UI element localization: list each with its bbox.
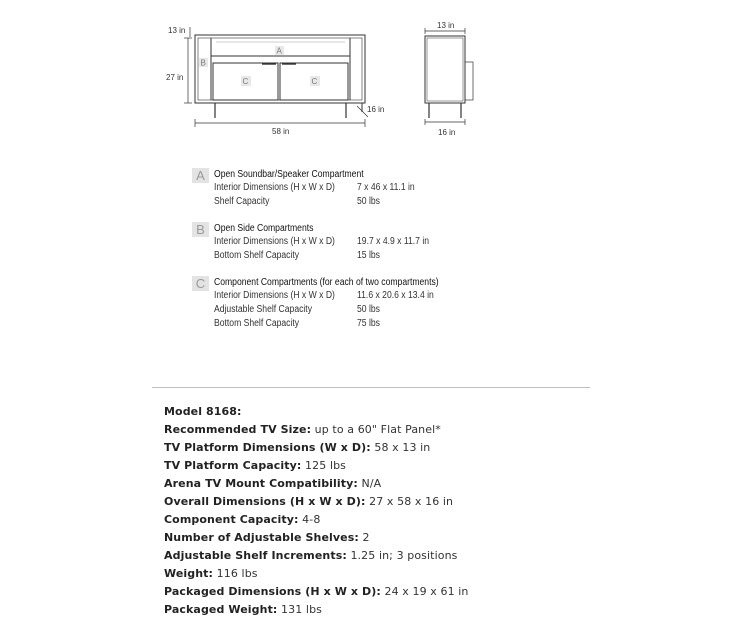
spec-value: 4-8 <box>302 513 321 526</box>
compartment-c <box>190 276 610 330</box>
spec-label: Number of Adjustable Shelves: <box>164 531 359 544</box>
spec-value: 58 x 13 in <box>374 441 431 454</box>
compartment-row-label: Interior Dimensions (H x W x D) <box>214 182 335 193</box>
spec-label: Weight: <box>164 567 214 580</box>
compartment-title: Component Compartments (for each of two compartments) <box>214 277 439 288</box>
spec-packaged-dimensions <box>164 583 644 601</box>
front-width-label: 58 in <box>272 127 290 136</box>
compartment-b <box>190 222 610 276</box>
spec-overall-dimensions <box>164 493 644 511</box>
spec-value: N/A <box>361 477 382 490</box>
compartment-row-value: 19.7 x 4.9 x 11.7 in <box>357 236 430 247</box>
spec-label: Component Capacity: <box>164 513 299 526</box>
spec-model <box>164 403 644 421</box>
spec-label: Packaged Weight: <box>164 603 278 616</box>
spec-label: Adjustable Shelf Increments: <box>164 549 347 562</box>
compartment-row-label: Adjustable Shelf Capacity <box>214 304 313 315</box>
spec-shelf-increments <box>164 547 644 565</box>
letter-b: B <box>200 58 206 68</box>
spec-arena-tv-mount <box>164 475 644 493</box>
letter-c-right: C <box>311 77 318 86</box>
furniture-dimension-diagram <box>0 0 743 150</box>
side-bottom-label: 16 in <box>438 128 456 137</box>
compartment-a <box>190 168 610 222</box>
compartment-row-label: Interior Dimensions (H x W x D) <box>214 236 335 247</box>
front-view-drawing <box>184 27 368 127</box>
spec-value: 24 x 19 x 61 in <box>384 585 469 598</box>
compartment-row-label: Interior Dimensions (H x W x D) <box>214 290 335 301</box>
front-view-dimension-labels <box>166 26 384 136</box>
compartment-legend <box>190 168 610 330</box>
spec-label: Arena TV Mount Compatibility: <box>164 477 358 490</box>
compartment-letter: A <box>192 168 209 183</box>
spec-packaged-weight <box>164 601 644 619</box>
compartment-row-label: Bottom Shelf Capacity <box>214 318 300 329</box>
spec-recommended-tv-size <box>164 421 644 439</box>
compartment-letter: B <box>192 222 209 237</box>
front-view-letters <box>199 46 320 86</box>
spec-label: TV Platform Capacity: <box>164 459 302 472</box>
spec-label: Packaged Dimensions (H x W x D): <box>164 585 381 598</box>
front-height-label: 13 in <box>168 26 186 35</box>
side-view-drawing <box>425 28 473 125</box>
section-divider <box>152 387 590 388</box>
compartment-letter: C <box>192 276 209 291</box>
compartment-title: Open Side Compartments <box>214 223 314 234</box>
compartment-row-value: 15 lbs <box>357 250 380 261</box>
compartment-row-label: Bottom Shelf Capacity <box>214 250 300 261</box>
side-top-label: 13 in <box>437 21 455 30</box>
spec-value: up to a 60" Flat Panel* <box>314 423 441 436</box>
spec-value: 116 lbs <box>216 567 258 580</box>
letter-a: A <box>276 46 282 56</box>
spec-label: TV Platform Dimensions (W x D): <box>164 441 371 454</box>
side-view-dimension-labels <box>437 21 455 137</box>
spec-value: 125 lbs <box>305 459 347 472</box>
spec-value: 2 <box>362 531 370 544</box>
compartment-row-label: Shelf Capacity <box>214 196 270 207</box>
compartment-row-value: 50 lbs <box>357 196 380 207</box>
spec-label: Recommended TV Size: <box>164 423 312 436</box>
compartment-row-value: 50 lbs <box>357 304 380 315</box>
front-depth-label: 27 in <box>166 73 184 82</box>
spec-value: 27 x 58 x 16 in <box>369 495 454 508</box>
spec-label: Overall Dimensions (H x W x D): <box>164 495 366 508</box>
compartment-row-value: 7 x 46 x 11.1 in <box>357 182 415 193</box>
spec-weight <box>164 565 644 583</box>
compartment-row-value: 75 lbs <box>357 318 380 329</box>
spec-component-capacity <box>164 511 644 529</box>
spec-list <box>164 403 644 619</box>
front-side-depth-label: 16 in <box>367 105 385 114</box>
letter-c-left: C <box>242 77 249 86</box>
spec-adjustable-shelves <box>164 529 644 547</box>
spec-value: 131 lbs <box>281 603 322 616</box>
compartment-row-value: 11.6 x 20.6 x 13.4 in <box>357 290 434 301</box>
spec-label: Model 8168: <box>164 405 242 418</box>
spec-tv-platform-capacity <box>164 457 644 475</box>
spec-tv-platform-dimensions <box>164 439 644 457</box>
compartment-title: Open Soundbar/Speaker Compartment <box>214 169 364 180</box>
spec-value: 1.25 in; 3 positions <box>350 549 458 562</box>
